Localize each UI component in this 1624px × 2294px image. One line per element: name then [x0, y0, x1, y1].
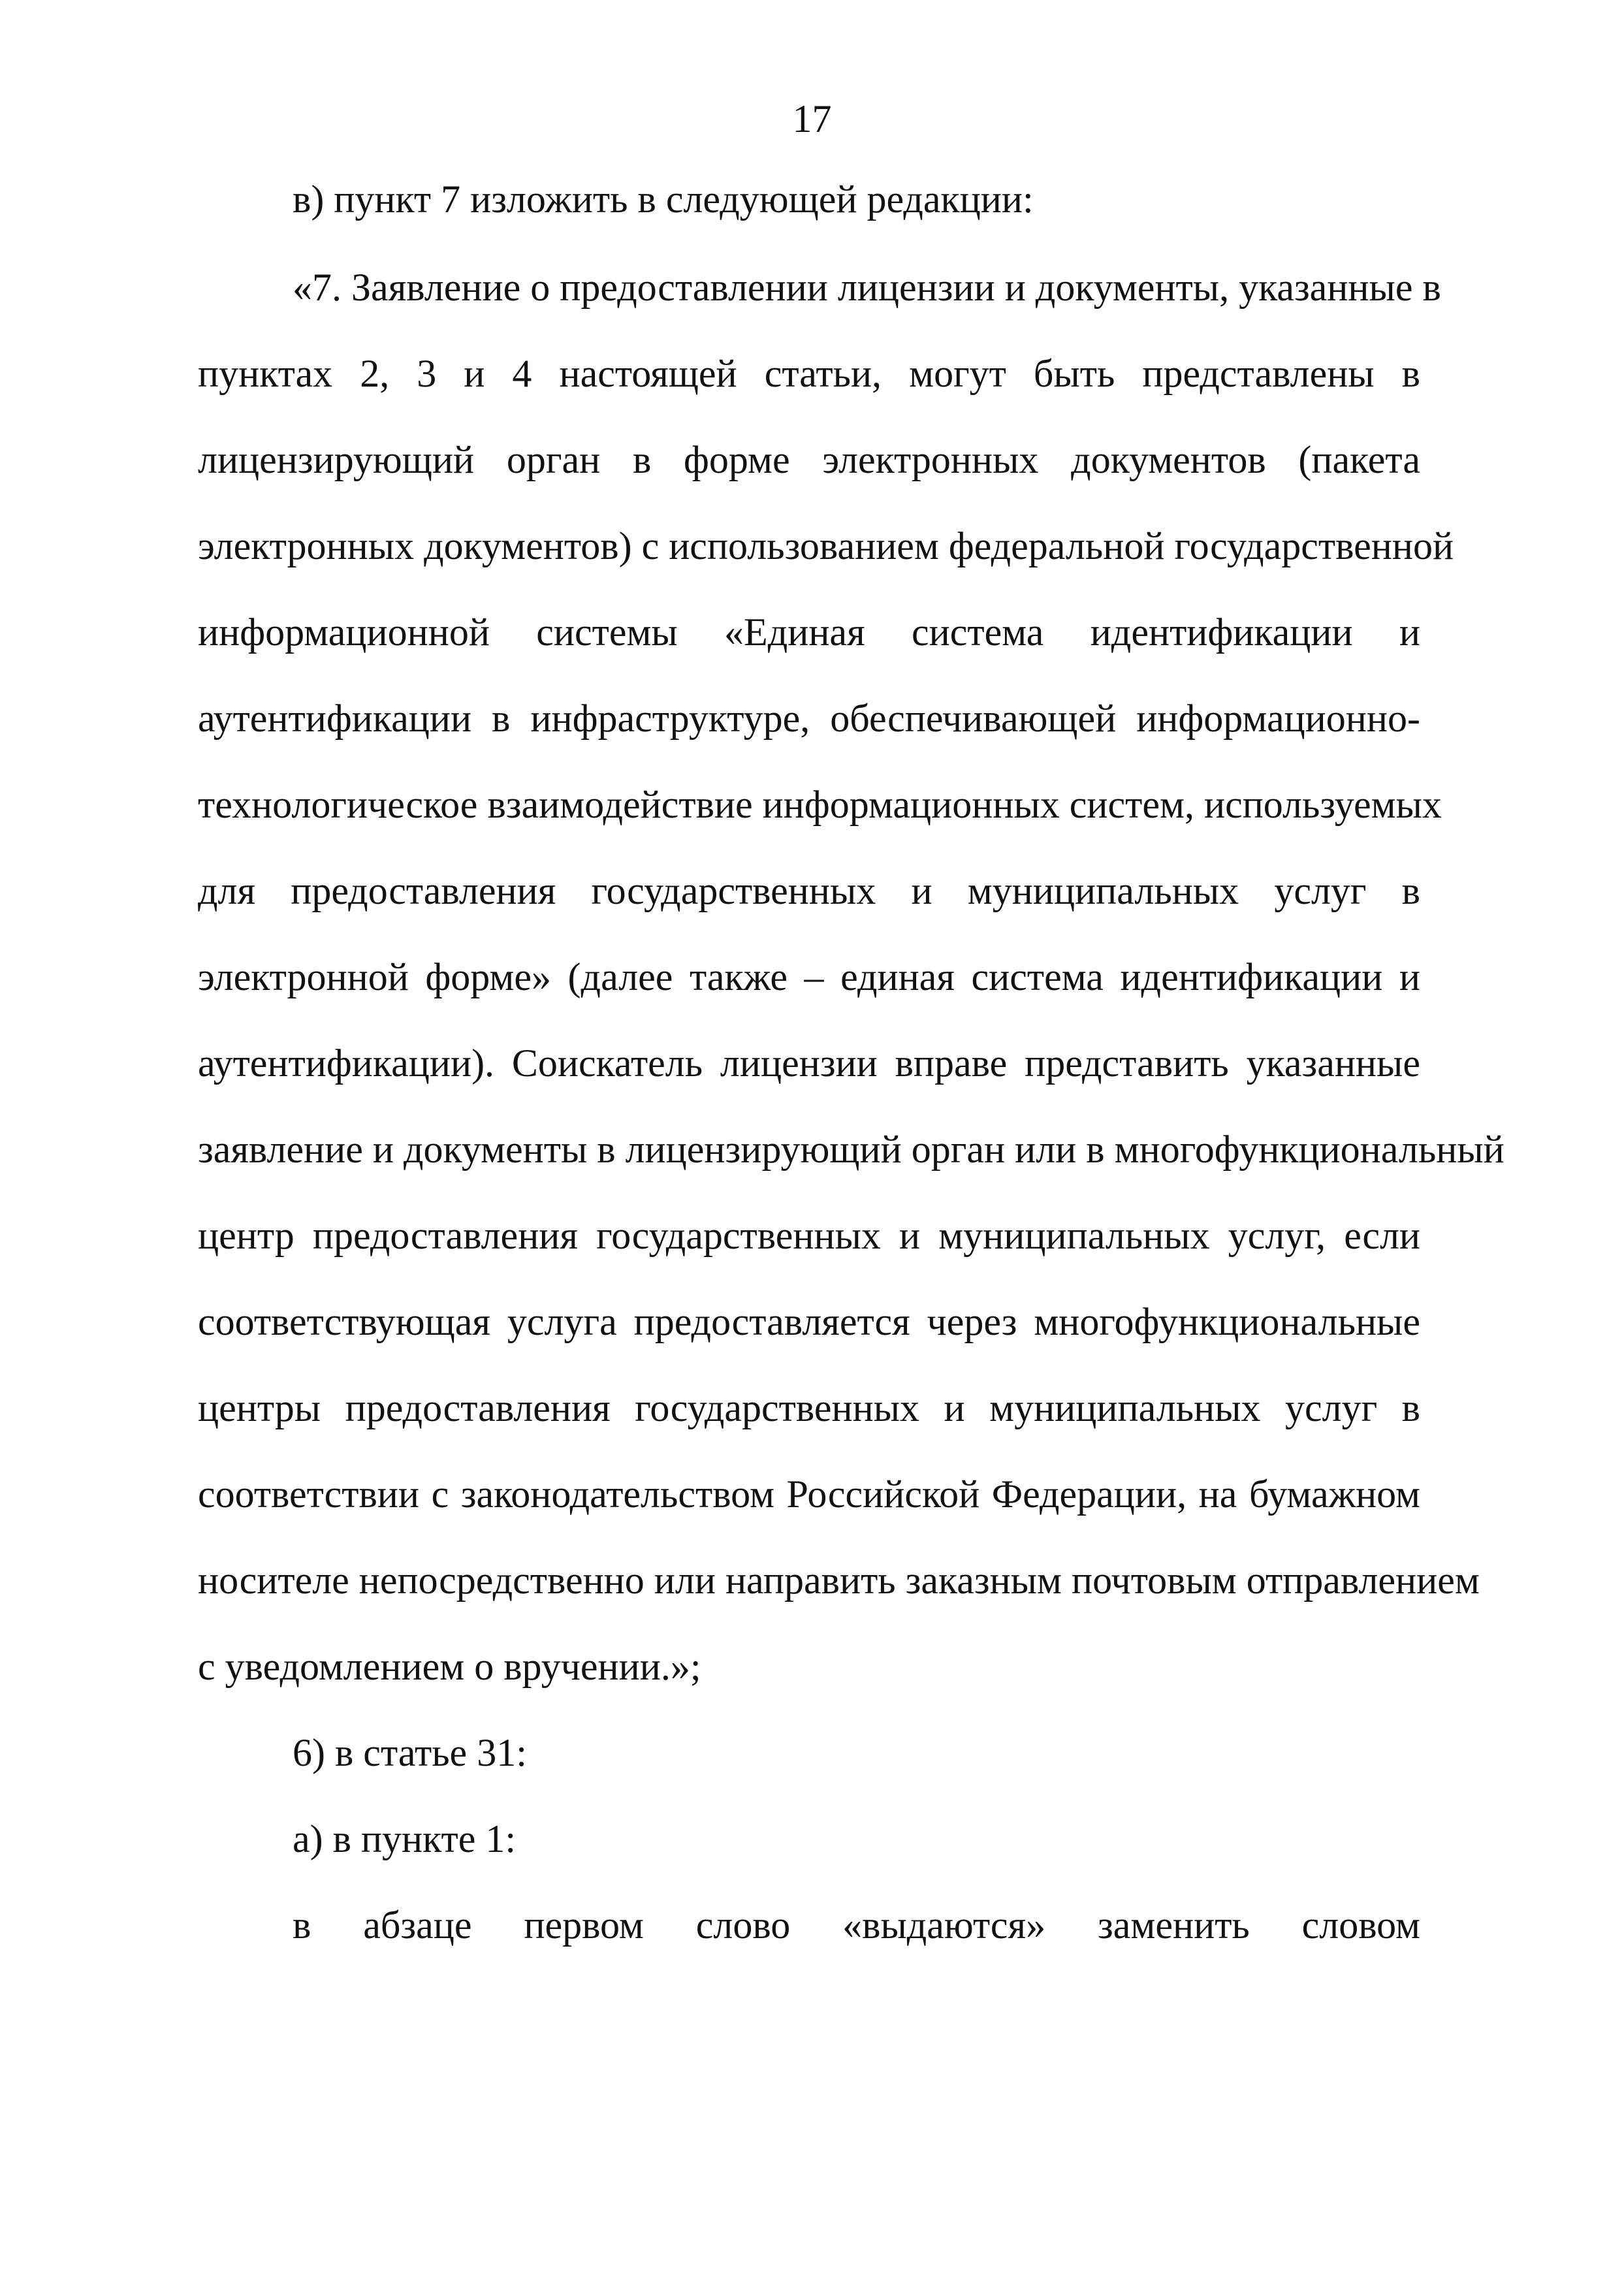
paragraph-7-line: центры предоставления государственных и муниципальных услуг в	[198, 1386, 1420, 1429]
paragraph-7-line: носителе непосредственно или направить заказным почтовым отправлением	[198, 1559, 1480, 1602]
paragraph-7-line: аутентификации в инфраструктуре, обеспечивающей информационно-	[198, 697, 1420, 740]
paragraph-7-line: электронной форме» (далее также – единая система идентификации и	[198, 955, 1420, 998]
item-v-heading: в) пункт 7 изложить в следующей редакции:	[293, 178, 1034, 221]
paragraph-7-line: электронных документов) с использованием федеральной государственной	[198, 524, 1454, 567]
paragraph-7-line: информационной системы «Единая система идентификации и	[198, 611, 1420, 654]
item-6-heading: 6) в статье 31:	[293, 1731, 527, 1774]
paragraph-7-line: для предоставления государственных и муниципальных услуг в	[198, 869, 1420, 912]
paragraph-7-line: «7. Заявление о предоставлении лицензии и документы, указанные в	[293, 266, 1441, 309]
paragraph-7-line: центр предоставления государственных и муниципальных услуг, если	[198, 1214, 1420, 1257]
page-number: 17	[792, 97, 832, 140]
paragraph-7-line: соответствующая услуга предоставляется через многофункциональные	[198, 1300, 1420, 1343]
paragraph-7-line: аутентификации). Соискатель лицензии вправе представить указанные	[198, 1042, 1420, 1085]
paragraph-7-last-line: с уведомлением о вручении.»;	[198, 1645, 701, 1688]
paragraph-7-line: технологическое взаимодействие информационных систем, используемых	[198, 783, 1442, 826]
paragraph-7-line: соответствии с законодательством Российской Федерации, на бумажном	[198, 1473, 1420, 1516]
paragraph-7-line: лицензирующий орган в форме электронных документов (пакета	[198, 438, 1420, 481]
item-a-heading: а) в пункте 1:	[293, 1817, 517, 1860]
paragraph-7-line: заявление и документы в лицензирующий орган или в многофункциональный	[198, 1128, 1505, 1171]
amendment-line: в абзаце первом слово «выдаются» заменить словом	[293, 1904, 1420, 1947]
paragraph-7-line: пунктах 2, 3 и 4 настоящей статьи, могут быть представлены в	[198, 352, 1420, 395]
